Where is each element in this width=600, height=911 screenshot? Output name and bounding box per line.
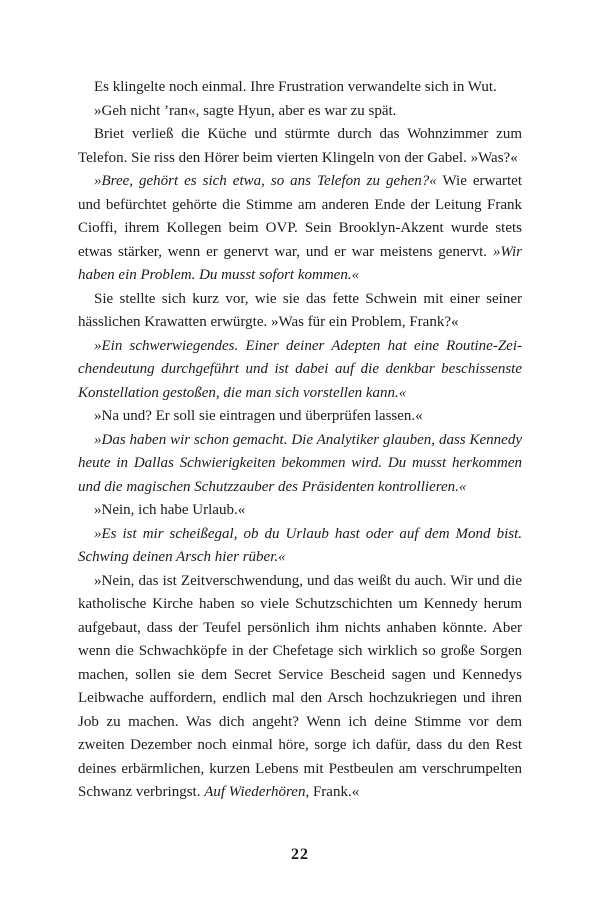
text-segment: Es klingelte noch einmal. Ihre Frustration verwandelte sich in Wut. bbox=[94, 79, 497, 95]
text-segment: »Nein, das ist Zeitverschwendung, und das weißt du auch. Wir und die katholische Kirche haben so viele Schutzschichten um Kennedy herum aufgebaut, dass der Teufel persönlich ihm nichts anhaben könnte. Aber wenn die Schwachköpfe in der Chefetage sich wirklich so große Sorgen machen, sollen sie dem Secret Service Bescheid sagen und Kennedys Leibwache auffordern, endlich mal den Arsch hochzukriegen und ihren Job zu machen. Was dich angeht? Wenn ich deine Stimme vor dem zweiten Dezember noch einmal höre, sorge ich dafür, dass du den Rest deines erbärmlichen, kurzen Lebens mit Pestbeulen am verschrumpelten Schwanz verbringst. bbox=[78, 572, 522, 800]
paragraph bbox=[78, 429, 522, 500]
italic-text-segment: »Es ist mir scheißegal, ob du Urlaub hast oder auf dem Mond bist. Schwing deinen Arsch hier rüber.« bbox=[78, 525, 522, 565]
text-body bbox=[78, 76, 522, 805]
text-segment: Sie stellte sich kurz vor, wie sie das fette Schwein mit einer seiner hässlichen Krawatten erwürgte. »Was für ein Problem, Frank?« bbox=[78, 290, 522, 330]
page-number: 22 bbox=[291, 846, 309, 863]
paragraph bbox=[78, 570, 522, 805]
text-segment: Briet verließ die Küche und stürmte durch das Wohnzimmer zum Telefon. Sie riss den Hörer beim vierten Klingeln von der Gabel. »Was?« bbox=[78, 126, 522, 166]
paragraph bbox=[78, 288, 522, 335]
italic-text-segment: »Wir haben ein Problem. Du musst sofort kommen.« bbox=[78, 243, 522, 283]
paragraph bbox=[78, 100, 522, 124]
paragraph bbox=[78, 335, 522, 406]
paragraph bbox=[78, 170, 522, 288]
italic-text-segment: »Ein schwerwiegendes. Einer deiner Adepten hat eine Routine-Zeichendeutung durchgeführt und ist dabei auf die denkbar beschissenste Konstellation gestoßen, die man sich vorstellen kann.« bbox=[78, 337, 522, 401]
paragraph bbox=[78, 405, 522, 429]
paragraph bbox=[78, 123, 522, 170]
text-segment: Wie erwartet und befürchtet gehörte die Stimme am anderen Ende der Leitung Frank Cioffi, ihrem Kollegen beim OVP. Sein Brooklyn-Akzent wurde stets etwas stärker, wenn er genervt war, und er war meistens genervt. bbox=[78, 173, 522, 260]
text-segment: »Nein, ich habe Urlaub.« bbox=[94, 502, 246, 518]
text-segment: »Geh nicht ’ran«, sagte Hyun, aber es war zu spät. bbox=[94, 102, 397, 119]
text-segment: , Frank.« bbox=[305, 784, 360, 800]
text-segment: »Na und? Er soll sie eintragen und überprüfen lassen.« bbox=[94, 408, 423, 424]
italic-text-segment: »Das haben wir schon gemacht. Die Analytiker glauben, dass Kennedy heute in Dallas Schwierigkeiten bekommen wird. Du musst herkommen und die magischen Schutzzauber des Präsidenten kontrollieren.« bbox=[78, 431, 522, 495]
italic-text-segment: »Bree, gehört es sich etwa, so ans Telefon zu gehen?« bbox=[94, 173, 437, 189]
paragraph bbox=[78, 499, 522, 523]
paragraph bbox=[78, 76, 522, 100]
paragraph bbox=[78, 523, 522, 570]
italic-text-segment: Auf Wiederhören bbox=[204, 784, 306, 800]
